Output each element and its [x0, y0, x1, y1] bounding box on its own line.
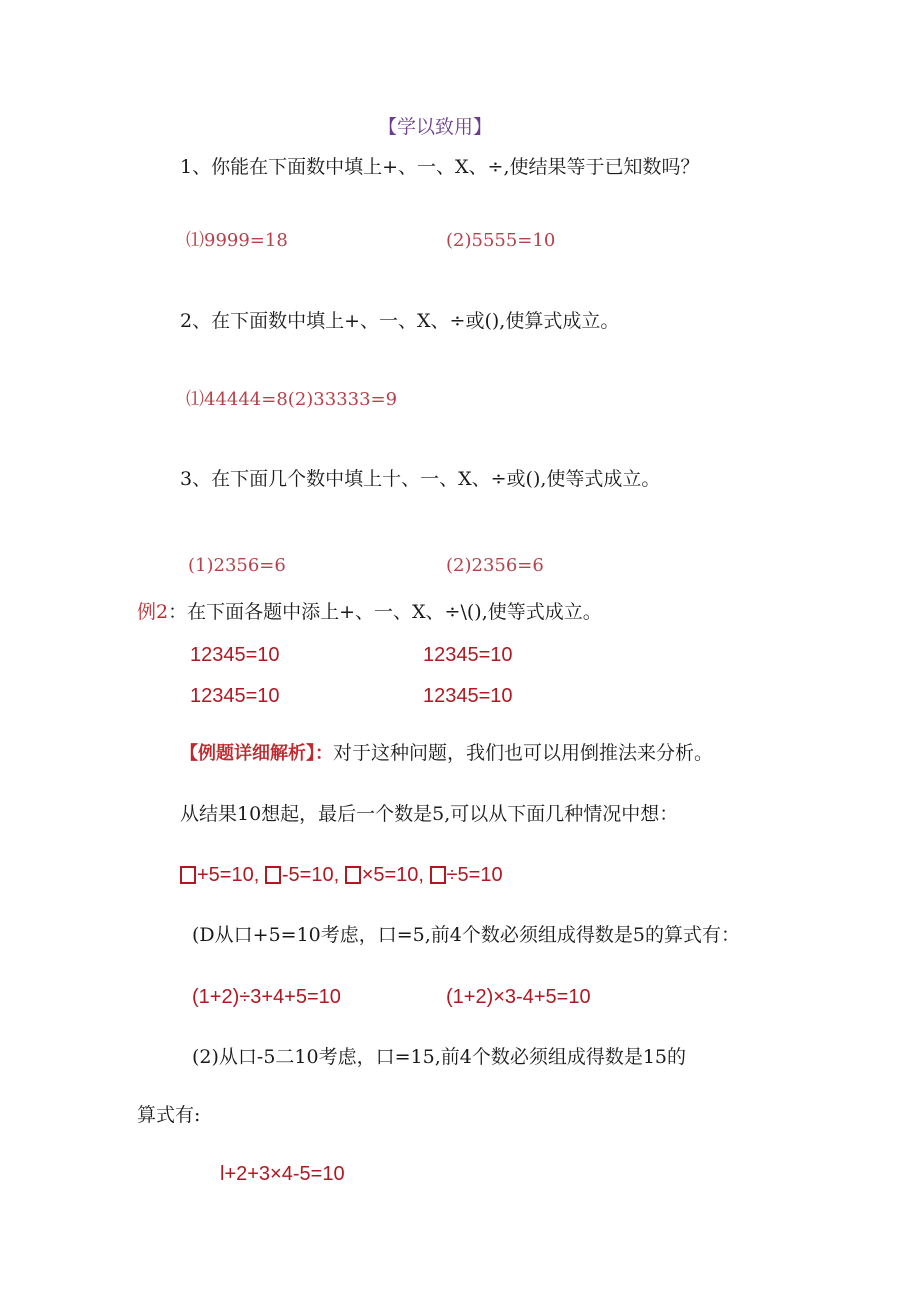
- box-equation-divide: ÷5=10: [446, 864, 503, 886]
- example-2-equation-1: 12345=10: [190, 644, 280, 666]
- example-2-equation-3: 12345=10: [190, 685, 280, 707]
- case-2-equation: l+2+3×4-5=10: [220, 1163, 345, 1185]
- blank-box: [430, 866, 446, 884]
- analysis-intro: [180, 744, 713, 763]
- box-equations: [180, 865, 503, 885]
- case-1-equation-a: (1+2)÷3+4+5=10: [192, 986, 341, 1008]
- case-1-equation-b: (1+2)×3-4+5=10: [446, 986, 591, 1008]
- case-2-continuation: 算式有:: [137, 1104, 201, 1126]
- box-equation-plus: +5=10,: [197, 864, 260, 886]
- question-3-item-1: (1)2356=6: [188, 555, 286, 576]
- blank-box: [180, 866, 196, 884]
- question-3: 3、在下面几个数中填上十、一、X、÷或(),使等式成立。: [180, 468, 661, 490]
- case-2: (2)从口-5二10考虑，口=15,前4个数必须组成得数是15的: [192, 1046, 687, 1068]
- analysis-line-1: 从结果10想起，最后一个数是5,可以从下面几种情况中想：: [180, 803, 679, 825]
- example-2-label: 例2: [137, 601, 169, 623]
- example-2-equation-2: 12345=10: [423, 644, 513, 666]
- question-1-item-1: ⑴9999=18: [186, 230, 288, 251]
- analysis-label: 【例题详细解析】：: [180, 743, 333, 764]
- question-1-item-2: (2)5555=10: [446, 230, 556, 251]
- question-2: 2、在下面数中填上+、一、X、÷或(),使算式成立。: [180, 310, 620, 332]
- blank-box: [265, 866, 281, 884]
- example-2-equation-4: 12345=10: [423, 685, 513, 707]
- case-1: (D从口+5=10考虑，口=5,前4个数必须组成得数是5的算式有：: [192, 924, 740, 946]
- question-3-item-2: (2)2356=6: [446, 555, 544, 576]
- box-equation-times: ×5=10,: [361, 864, 424, 886]
- section-title: 【学以致用】: [378, 116, 493, 138]
- example-2-heading: [137, 603, 602, 622]
- analysis-text: 对于这种问题，我们也可以用倒推法来分析。: [333, 742, 714, 764]
- box-equation-minus: -5=10,: [281, 864, 340, 886]
- example-2-colon: ：: [168, 601, 188, 623]
- question-2-items: ⑴44444=8(2)33333=9: [186, 389, 398, 410]
- example-2-text: 在下面各题中添上+、一、X、÷\(),使等式成立。: [187, 601, 602, 623]
- blank-box: [345, 866, 361, 884]
- question-1: 1、你能在下面数中填上+、一、X、÷,使结果等于已知数吗？: [180, 156, 700, 178]
